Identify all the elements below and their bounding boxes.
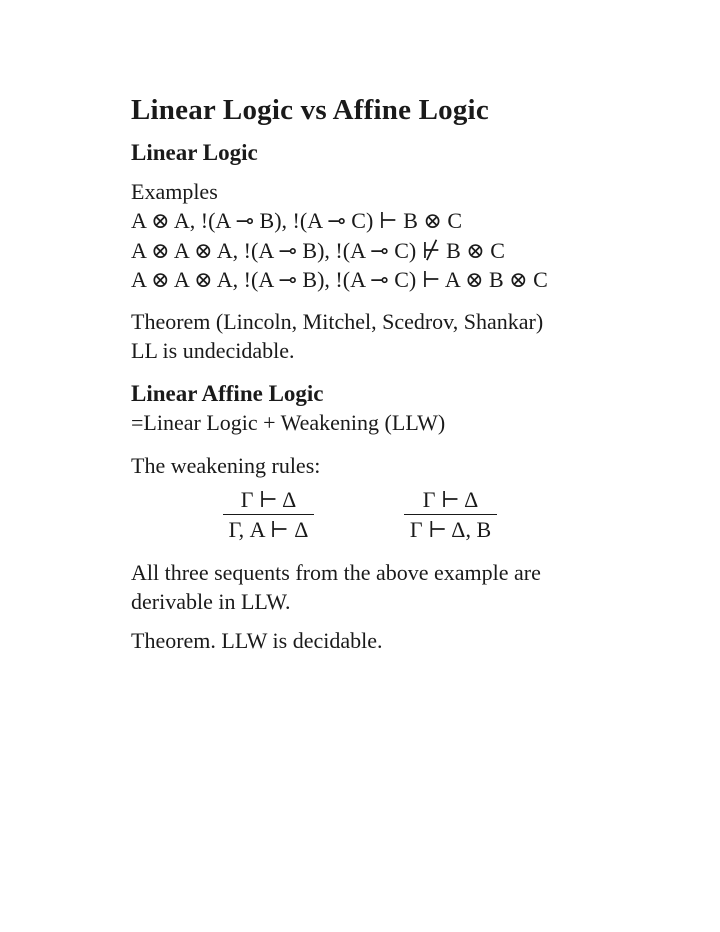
rule-conclusion: Γ, A ⊢ Δ [228,516,309,542]
theorem-ll-line-2: LL is undecidable. [131,337,295,363]
right-weakening-rule [404,486,497,545]
derivable-line-1: All three sequents from the above example are [131,559,541,585]
example-sequent-3: A ⊗ A ⊗ A, !(A ⊸ B), !(A ⊸ C) ⊢ A ⊗ B ⊗ C [131,267,548,292]
example-sequent-1: A ⊗ A, !(A ⊸ B), !(A ⊸ C) ⊢ B ⊗ C [131,208,462,233]
weakening-rules [131,486,601,548]
rule-premise: Γ ⊢ Δ [422,486,479,512]
theorem-llw: Theorem. LLW is decidable. [131,627,383,653]
weakening-label: The weakening rules: [131,452,321,478]
examples-label: Examples [131,179,218,204]
affine-logic-heading: Linear Affine Logic [131,380,324,406]
rule-conclusion: Γ ⊢ Δ, B [409,516,492,542]
slide-content [131,92,601,655]
left-weakening-rule [223,486,314,545]
page-title: Linear Logic vs Affine Logic [131,94,489,126]
example-sequent-2: A ⊗ A ⊗ A, !(A ⊸ B), !(A ⊸ C) ⊬ B ⊗ C [131,237,505,263]
theorem-ll-line-1: Theorem (Lincoln, Mitchel, Scedrov, Shankar) [131,308,544,334]
affine-definition: =Linear Logic + Weakening (LLW) [131,409,446,435]
derivable-line-2: derivable in LLW. [131,588,291,614]
rule-premise: Γ ⊢ Δ [240,486,297,512]
linear-logic-heading: Linear Logic [131,140,258,165]
